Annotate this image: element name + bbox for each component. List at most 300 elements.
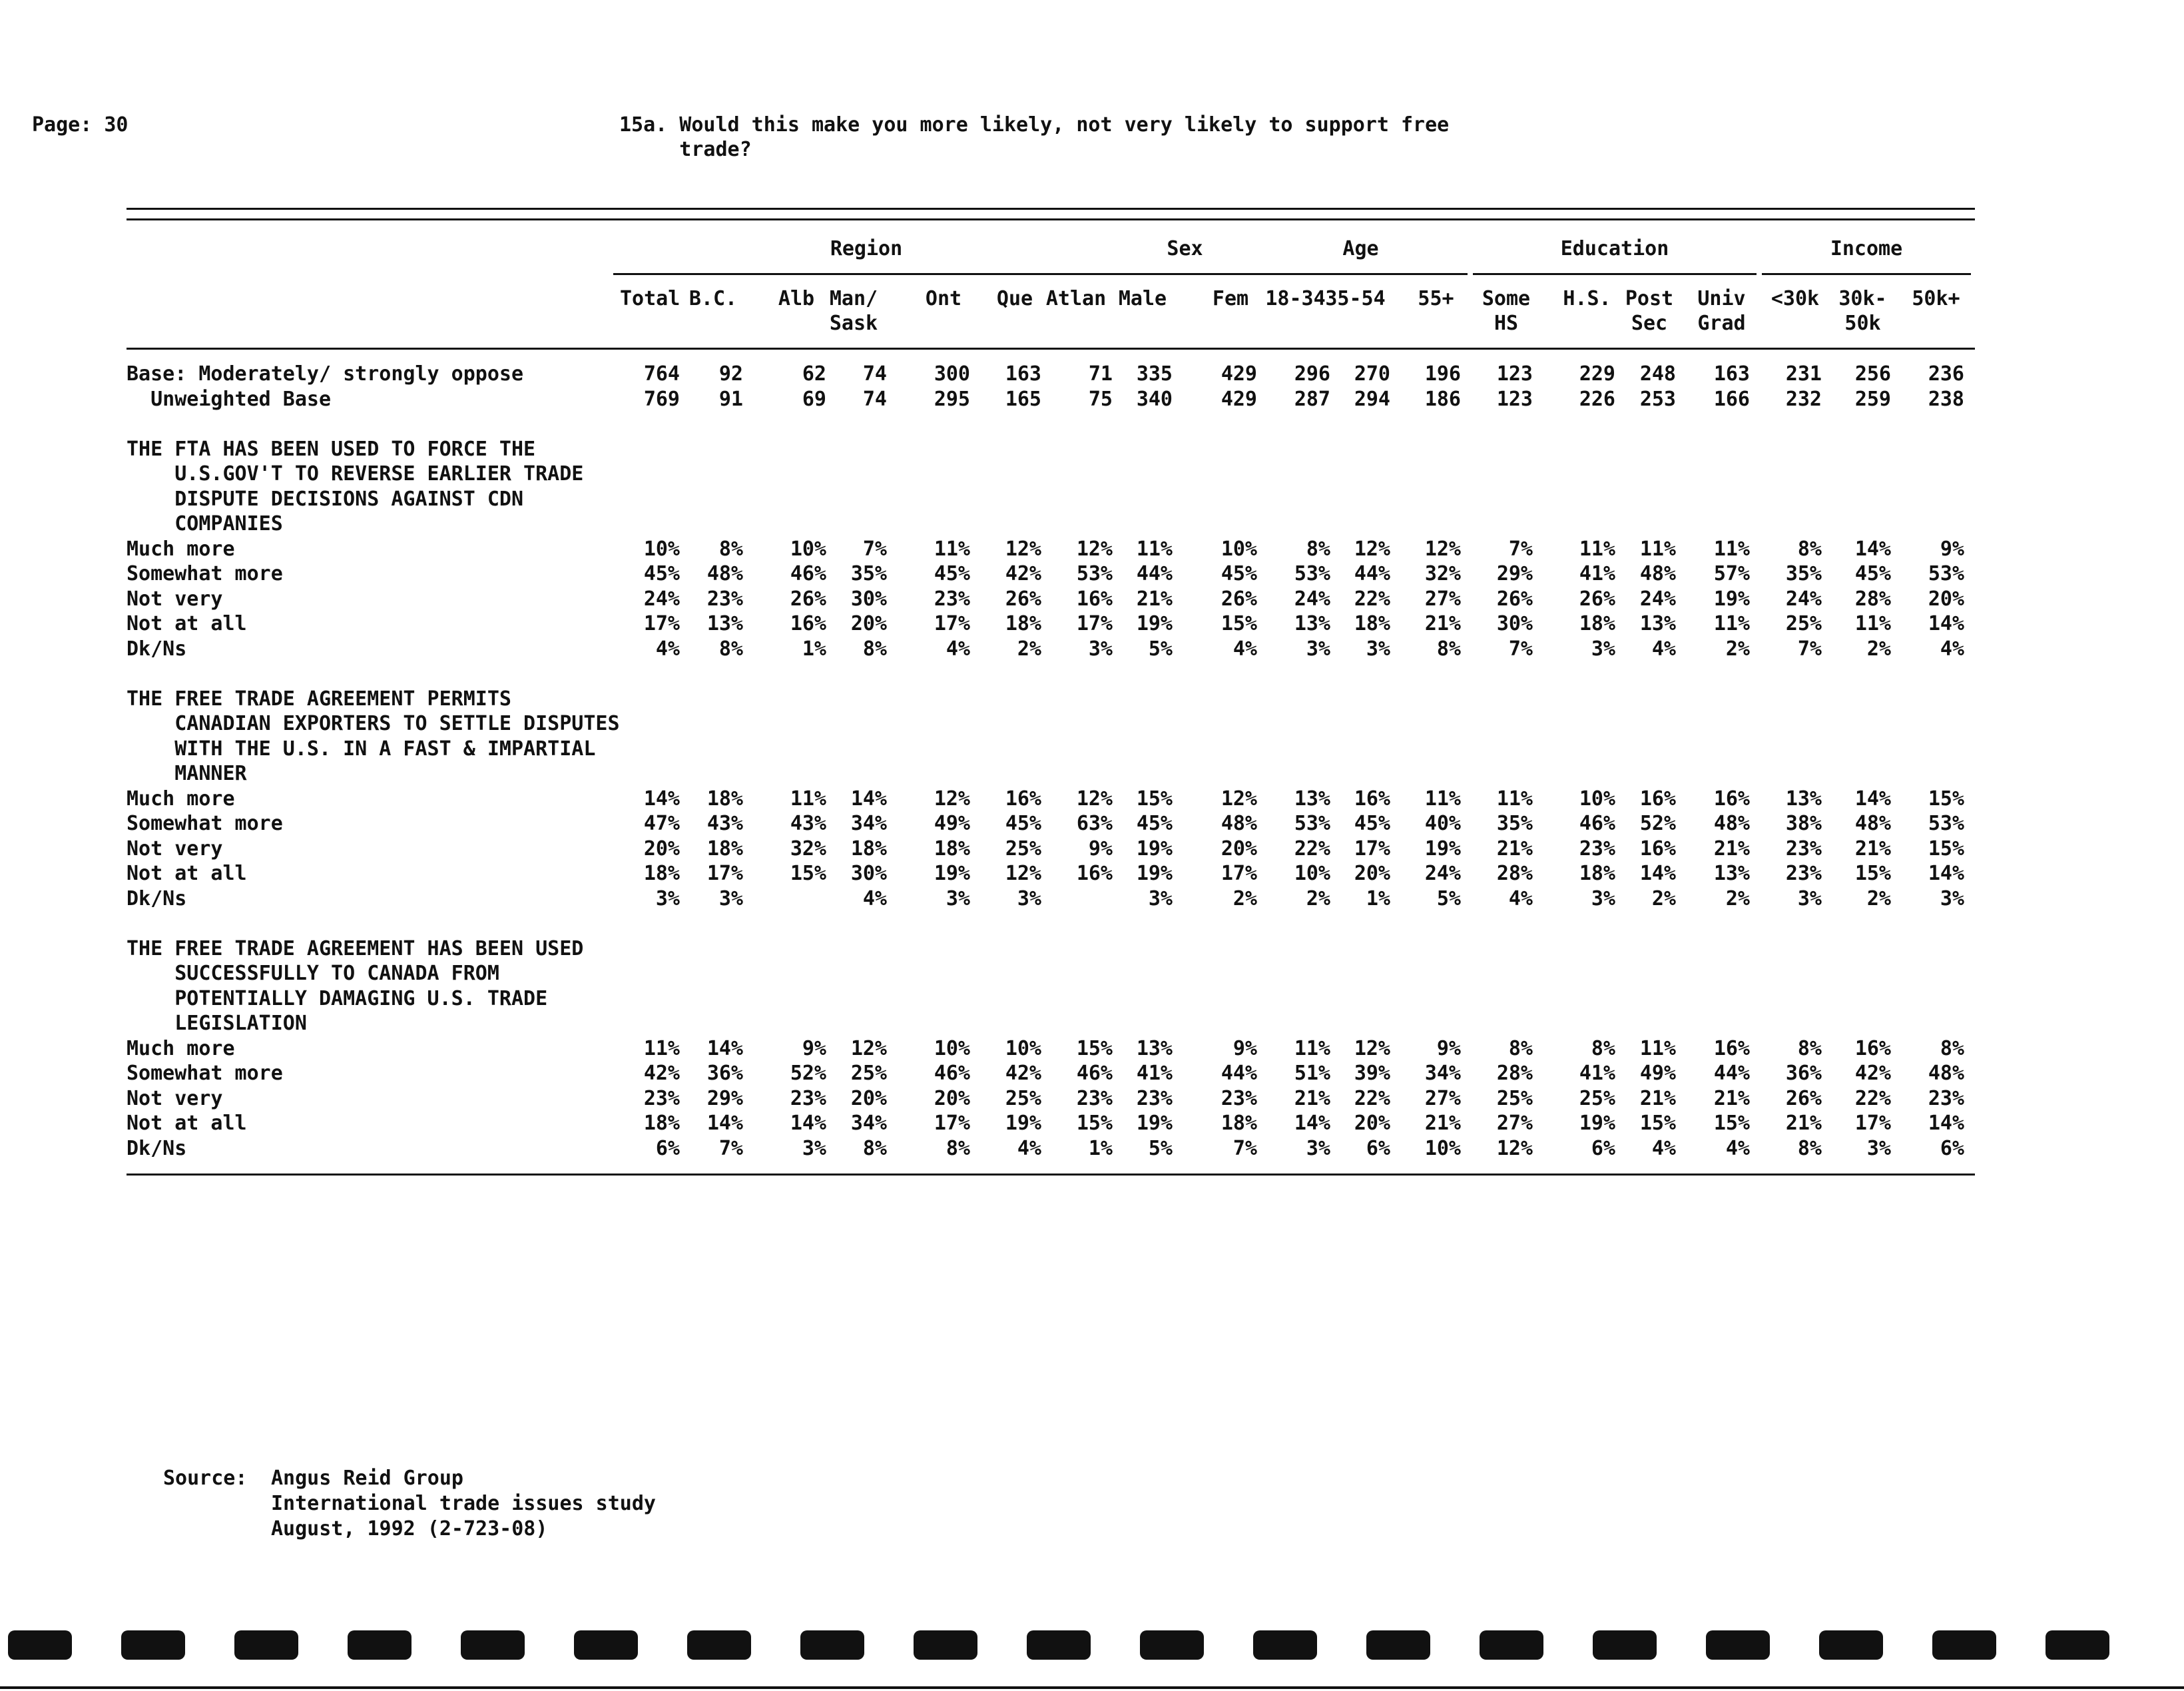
table-cell: 25%	[850, 1062, 887, 1085]
column-header: <30k	[1771, 287, 1820, 310]
table-cell: 2%	[1017, 637, 1041, 661]
feed-hole	[1140, 1630, 1204, 1660]
column-group-label: Education	[1560, 237, 1669, 260]
table-cell: 8%	[718, 637, 743, 661]
row-label: POTENTIALLY DAMAGING U.S. TRADE	[127, 987, 548, 1010]
table-cell: 28%	[1854, 587, 1891, 611]
table-cell: 45%	[1221, 562, 1257, 585]
table-cell: 15%	[790, 862, 826, 885]
feed-hole	[121, 1630, 185, 1660]
table-cell: 42%	[643, 1062, 680, 1085]
table-cell: 16%	[1713, 1037, 1750, 1060]
table-cell: 231	[1785, 362, 1822, 386]
table-cell: 11%	[1424, 787, 1461, 811]
feed-hole	[2046, 1630, 2109, 1660]
column-group-rule	[613, 273, 1119, 275]
row-label: DISPUTE DECISIONS AGAINST CDN	[127, 488, 524, 511]
table-cell: 248	[1639, 362, 1676, 386]
table-cell: 23%	[643, 1087, 680, 1110]
table-cell: 19%	[1005, 1112, 1041, 1135]
column-group-rule	[1473, 273, 1757, 275]
table-cell: 52%	[1639, 812, 1676, 835]
table-cell: 23%	[1785, 862, 1822, 885]
column-group-rule	[1106, 273, 1264, 275]
table-cell: 17%	[1854, 1112, 1891, 1135]
table-cell: 23%	[706, 587, 743, 611]
table-cell: 11%	[934, 537, 970, 561]
table-cell: 20%	[850, 612, 887, 635]
table-cell: 163	[1713, 362, 1750, 386]
table-cell: 15%	[1854, 862, 1891, 885]
table-cell: 53%	[1294, 562, 1330, 585]
column-header: Male	[1118, 287, 1167, 310]
table-cell: 11%	[1496, 787, 1533, 811]
table-cell: 20%	[1928, 587, 1964, 611]
column-header: Univ	[1697, 287, 1746, 310]
row-label: MANNER	[127, 762, 247, 785]
table-cell: 48%	[1854, 812, 1891, 835]
table-cell: 53%	[1076, 562, 1113, 585]
table-cell: 8%	[1508, 1037, 1533, 1060]
row-label: Dk/Ns	[127, 637, 187, 661]
table-cell: 53%	[1928, 562, 1964, 585]
table-cell: 9%	[1940, 537, 1964, 561]
table-cell: 39%	[1354, 1062, 1390, 1085]
table-cell: 2%	[1866, 887, 1891, 910]
table-cell: 23%	[1579, 837, 1615, 860]
table-cell: 29%	[706, 1087, 743, 1110]
feed-hole	[8, 1630, 72, 1660]
table-cell: 13%	[1136, 1037, 1173, 1060]
top-rule-1	[127, 208, 1975, 210]
table-cell: 19%	[1136, 862, 1173, 885]
table-cell: 12%	[1424, 537, 1461, 561]
table-cell: 8%	[1306, 537, 1330, 561]
table-cell: 18%	[1221, 1112, 1257, 1135]
feed-hole	[800, 1630, 864, 1660]
table-cell: 17%	[934, 612, 970, 635]
row-label: LEGISLATION	[127, 1012, 307, 1035]
table-cell: 17%	[643, 612, 680, 635]
table-cell: 3%	[1306, 1137, 1330, 1160]
table-cell: 16%	[1076, 862, 1113, 885]
table-cell: 18%	[706, 837, 743, 860]
table-cell: 4%	[1651, 1137, 1676, 1160]
table-cell: 8%	[1797, 537, 1822, 561]
table-cell: 165	[1005, 388, 1041, 411]
column-header: Some	[1482, 287, 1531, 310]
table-cell: 10%	[1294, 862, 1330, 885]
source-line-3: August, 1992 (2-723-08)	[271, 1517, 548, 1540]
table-cell: 15%	[1076, 1037, 1113, 1060]
table-cell: 4%	[1508, 887, 1533, 910]
table-cell: 26%	[1579, 587, 1615, 611]
table-cell: 13%	[1294, 612, 1330, 635]
table-cell: 12%	[1005, 537, 1041, 561]
feed-hole	[1027, 1630, 1091, 1660]
table-cell: 20%	[934, 1087, 970, 1110]
table-cell: 10%	[1579, 787, 1615, 811]
table-cell: 15%	[1136, 787, 1173, 811]
table-cell: 10%	[934, 1037, 970, 1060]
table-cell: 44%	[1354, 562, 1390, 585]
table-cell: 30%	[850, 862, 887, 885]
table-cell: 14%	[1928, 612, 1964, 635]
table-cell: 232	[1785, 388, 1822, 411]
feed-hole	[1932, 1630, 1996, 1660]
table-cell: 22%	[1294, 837, 1330, 860]
table-cell: 24%	[1785, 587, 1822, 611]
table-cell: 6%	[1591, 1137, 1615, 1160]
table-cell: 16%	[1639, 787, 1676, 811]
table-cell: 9%	[1088, 837, 1113, 860]
table-cell: 12%	[1221, 787, 1257, 811]
table-cell: 11%	[1854, 612, 1891, 635]
table-cell: 18%	[1005, 612, 1041, 635]
table-cell: 44%	[1136, 562, 1173, 585]
table-cell: 19%	[1713, 587, 1750, 611]
table-cell: 44%	[1221, 1062, 1257, 1085]
table-cell: 21%	[1136, 587, 1173, 611]
feed-hole	[687, 1630, 751, 1660]
table-cell: 7%	[1232, 1137, 1257, 1160]
table-cell: 1%	[802, 637, 826, 661]
table-cell: 52%	[790, 1062, 826, 1085]
table-cell: 429	[1221, 362, 1257, 386]
column-header: Que	[996, 287, 1033, 310]
header-rule	[127, 348, 1975, 350]
table-cell: 48%	[1639, 562, 1676, 585]
table-cell: 3%	[1591, 637, 1615, 661]
table-cell: 19%	[1136, 837, 1173, 860]
table-cell: 7%	[1508, 537, 1533, 561]
feed-hole	[1480, 1630, 1543, 1660]
table-cell: 25%	[1005, 1087, 1041, 1110]
table-cell: 34%	[850, 812, 887, 835]
table-cell: 17%	[706, 862, 743, 885]
table-cell: 3%	[718, 887, 743, 910]
table-cell: 3%	[946, 887, 970, 910]
table-cell: 14%	[790, 1112, 826, 1135]
table-cell: 24%	[1639, 587, 1676, 611]
table-cell: 42%	[1854, 1062, 1891, 1085]
table-cell: 22%	[1354, 1087, 1390, 1110]
table-cell: 36%	[1785, 1062, 1822, 1085]
table-cell: 45%	[934, 562, 970, 585]
table-cell: 20%	[850, 1087, 887, 1110]
table-cell: 10%	[790, 537, 826, 561]
table-cell: 14%	[1294, 1112, 1330, 1135]
table-cell: 92	[718, 362, 743, 386]
row-label: Not very	[127, 837, 223, 860]
table-cell: 3%	[1148, 887, 1173, 910]
table-cell: 18%	[1579, 862, 1615, 885]
table-cell: 226	[1579, 388, 1615, 411]
table-cell: 46%	[934, 1062, 970, 1085]
table-cell: 8%	[718, 537, 743, 561]
row-label: Not very	[127, 587, 223, 611]
table-cell: 14%	[706, 1112, 743, 1135]
table-cell: 23%	[1785, 837, 1822, 860]
row-label: Somewhat more	[127, 1062, 283, 1085]
table-cell: 46%	[1076, 1062, 1113, 1085]
top-rule-2	[127, 218, 1975, 220]
table-cell: 3%	[1797, 887, 1822, 910]
table-cell: 5%	[1436, 887, 1461, 910]
table-cell: 53%	[1294, 812, 1330, 835]
table-cell: 13%	[706, 612, 743, 635]
table-cell: 45%	[1136, 812, 1173, 835]
table-cell: 62	[802, 362, 826, 386]
table-cell: 2%	[1651, 887, 1676, 910]
table-cell: 11%	[1294, 1037, 1330, 1060]
table-cell: 123	[1496, 388, 1533, 411]
table-cell: 6%	[1940, 1137, 1964, 1160]
table-cell: 764	[643, 362, 680, 386]
table-cell: 11%	[1639, 1037, 1676, 1060]
table-cell: 13%	[1785, 787, 1822, 811]
table-cell: 18%	[1579, 612, 1615, 635]
table-cell: 256	[1854, 362, 1891, 386]
table-cell: 63%	[1076, 812, 1113, 835]
table-cell: 14%	[706, 1037, 743, 1060]
table-cell: 14%	[1639, 862, 1676, 885]
table-cell: 35%	[1496, 812, 1533, 835]
table-cell: 71	[1088, 362, 1113, 386]
table-cell: 12%	[1354, 537, 1390, 561]
table-cell: 15%	[1076, 1112, 1113, 1135]
table-cell: 23%	[1221, 1087, 1257, 1110]
row-label: Much more	[127, 1037, 235, 1060]
table-cell: 11%	[1136, 537, 1173, 561]
table-cell: 5%	[1148, 1137, 1173, 1160]
row-label: Somewhat more	[127, 812, 283, 835]
table-cell: 26%	[1005, 587, 1041, 611]
table-cell: 20%	[643, 837, 680, 860]
table-cell: 15%	[1221, 612, 1257, 635]
table-cell: 14%	[1928, 862, 1964, 885]
page-bottom-edge	[0, 1686, 2184, 1689]
table-cell: 8%	[1591, 1037, 1615, 1060]
table-cell: 17%	[1076, 612, 1113, 635]
column-header: Post	[1625, 287, 1674, 310]
table-cell: 49%	[934, 812, 970, 835]
table-cell: 18%	[643, 1112, 680, 1135]
column-group-rule	[618, 273, 684, 275]
table-cell: 44%	[1713, 1062, 1750, 1085]
table-cell: 14%	[850, 787, 887, 811]
row-label: Unweighted Base	[127, 388, 332, 411]
table-cell: 17%	[1221, 862, 1257, 885]
table-cell: 270	[1354, 362, 1390, 386]
table-cell: 2%	[1725, 637, 1750, 661]
column-header: Alb	[778, 287, 815, 310]
table-cell: 2%	[1232, 887, 1257, 910]
table-cell: 23%	[934, 587, 970, 611]
table-cell: 7%	[862, 537, 887, 561]
table-cell: 11%	[1579, 537, 1615, 561]
table-cell: 335	[1136, 362, 1173, 386]
row-label: Dk/Ns	[127, 1137, 187, 1160]
table-cell: 48%	[706, 562, 743, 585]
row-label: SUCCESSFULLY TO CANADA FROM	[127, 962, 499, 985]
table-cell: 23%	[1136, 1087, 1173, 1110]
table-cell: 43%	[706, 812, 743, 835]
table-cell: 22%	[1354, 587, 1390, 611]
table-cell: 19%	[1136, 612, 1173, 635]
table-cell: 45%	[643, 562, 680, 585]
table-cell: 14%	[1854, 787, 1891, 811]
table-cell: 16%	[1005, 787, 1041, 811]
table-cell: 340	[1136, 388, 1173, 411]
table-cell: 15%	[1713, 1112, 1750, 1135]
table-cell: 48%	[1221, 812, 1257, 835]
table-cell: 15%	[1639, 1112, 1676, 1135]
column-group-label: Region	[830, 237, 903, 260]
table-cell: 163	[1005, 362, 1041, 386]
column-header: H.S.	[1563, 287, 1611, 310]
table-cell: 8%	[1797, 1137, 1822, 1160]
table-cell: 24%	[643, 587, 680, 611]
row-label: Somewhat more	[127, 562, 283, 585]
table-cell: 53%	[1928, 812, 1964, 835]
table-cell: 2%	[1866, 637, 1891, 661]
table-cell: 15%	[1928, 837, 1964, 860]
table-cell: 74	[862, 388, 887, 411]
table-cell: 46%	[1579, 812, 1615, 835]
table-cell: 9%	[802, 1037, 826, 1060]
table-cell: 17%	[934, 1112, 970, 1135]
table-cell: 11%	[1713, 537, 1750, 561]
row-label: Much more	[127, 537, 235, 561]
table-cell: 8%	[1436, 637, 1461, 661]
table-cell: 253	[1639, 388, 1676, 411]
table-cell: 186	[1424, 388, 1461, 411]
table-cell: 21%	[1496, 837, 1533, 860]
table-cell: 69	[802, 388, 826, 411]
table-cell: 18%	[643, 862, 680, 885]
table-cell: 9%	[1436, 1037, 1461, 1060]
row-label: WITH THE U.S. IN A FAST & IMPARTIAL	[127, 737, 596, 761]
table-cell: 21%	[1854, 837, 1891, 860]
table-cell: 26%	[1221, 587, 1257, 611]
table-cell: 4%	[946, 637, 970, 661]
table-cell: 12%	[1496, 1137, 1533, 1160]
row-label: THE FREE TRADE AGREEMENT PERMITS	[127, 687, 511, 711]
table-cell: 3%	[1940, 887, 1964, 910]
table-cell: 27%	[1496, 1112, 1533, 1135]
table-cell: 12%	[850, 1037, 887, 1060]
table-cell: 27%	[1424, 1087, 1461, 1110]
table-cell: 13%	[1713, 862, 1750, 885]
table-cell: 196	[1424, 362, 1461, 386]
table-cell: 28%	[1496, 862, 1533, 885]
table-cell: 4%	[1651, 637, 1676, 661]
table-cell: 29%	[1496, 562, 1533, 585]
table-cell: 21%	[1713, 837, 1750, 860]
table-cell: 10%	[1221, 537, 1257, 561]
table-cell: 236	[1928, 362, 1964, 386]
table-cell: 5%	[1148, 637, 1173, 661]
table-cell: 7%	[1797, 637, 1822, 661]
table-cell: 40%	[1424, 812, 1461, 835]
question-line-2: trade?	[619, 138, 752, 161]
table-cell: 25%	[1579, 1087, 1615, 1110]
table-cell: 12%	[1076, 537, 1113, 561]
table-cell: 4%	[1940, 637, 1964, 661]
table-cell: 229	[1579, 362, 1615, 386]
table-cell: 26%	[1785, 1087, 1822, 1110]
row-label: THE FREE TRADE AGREEMENT HAS BEEN USED	[127, 937, 584, 960]
table-cell: 14%	[643, 787, 680, 811]
table-cell: 26%	[790, 587, 826, 611]
table-cell: 21%	[1294, 1087, 1330, 1110]
column-group-rule	[1762, 273, 1971, 275]
table-cell: 8%	[1797, 1037, 1822, 1060]
table-cell: 35%	[1785, 562, 1822, 585]
column-group-label: Age	[1342, 237, 1379, 260]
table-cell: 166	[1713, 388, 1750, 411]
table-cell: 74	[862, 362, 887, 386]
column-header-line2: Grad	[1697, 312, 1746, 335]
table-cell: 294	[1354, 388, 1390, 411]
table-cell: 24%	[1294, 587, 1330, 611]
table-cell: 30%	[850, 587, 887, 611]
table-cell: 43%	[790, 812, 826, 835]
row-label: Not at all	[127, 1112, 247, 1135]
table-cell: 295	[934, 388, 970, 411]
bottom-rule	[127, 1174, 1975, 1176]
table-cell: 1%	[1366, 887, 1390, 910]
table-cell: 35%	[850, 562, 887, 585]
table-cell: 49%	[1639, 1062, 1676, 1085]
table-cell: 24%	[1424, 862, 1461, 885]
feed-hole	[1706, 1630, 1770, 1660]
table-cell: 34%	[850, 1112, 887, 1135]
table-cell: 7%	[718, 1137, 743, 1160]
table-cell: 11%	[1713, 612, 1750, 635]
source-line-2: International trade issues study	[271, 1492, 656, 1515]
table-cell: 20%	[1354, 862, 1390, 885]
row-label: Not at all	[127, 612, 247, 635]
table-cell: 21%	[1424, 612, 1461, 635]
table-cell: 41%	[1579, 1062, 1615, 1085]
table-cell: 21%	[1785, 1112, 1822, 1135]
table-cell: 16%	[1639, 837, 1676, 860]
feed-hole	[1253, 1630, 1317, 1660]
table-cell: 287	[1294, 388, 1330, 411]
table-cell: 3%	[1366, 637, 1390, 661]
table-cell: 2%	[1725, 887, 1750, 910]
table-cell: 23%	[1928, 1087, 1964, 1110]
column-header: Total	[620, 287, 681, 310]
table-cell: 259	[1854, 388, 1891, 411]
column-header: 55+	[1418, 287, 1454, 310]
table-cell: 38%	[1785, 812, 1822, 835]
table-cell: 22%	[1854, 1087, 1891, 1110]
table-cell: 30%	[1496, 612, 1533, 635]
row-label: Not at all	[127, 862, 247, 885]
table-cell: 16%	[1354, 787, 1390, 811]
column-header: 35-54	[1325, 287, 1386, 310]
column-header: Man/	[829, 287, 878, 310]
table-cell: 25%	[1785, 612, 1822, 635]
row-label: Base: Moderately/ strongly oppose	[127, 362, 524, 386]
feed-hole	[234, 1630, 298, 1660]
table-cell: 300	[934, 362, 970, 386]
row-label: U.S.GOV'T TO REVERSE EARLIER TRADE	[127, 462, 584, 486]
table-cell: 19%	[934, 862, 970, 885]
